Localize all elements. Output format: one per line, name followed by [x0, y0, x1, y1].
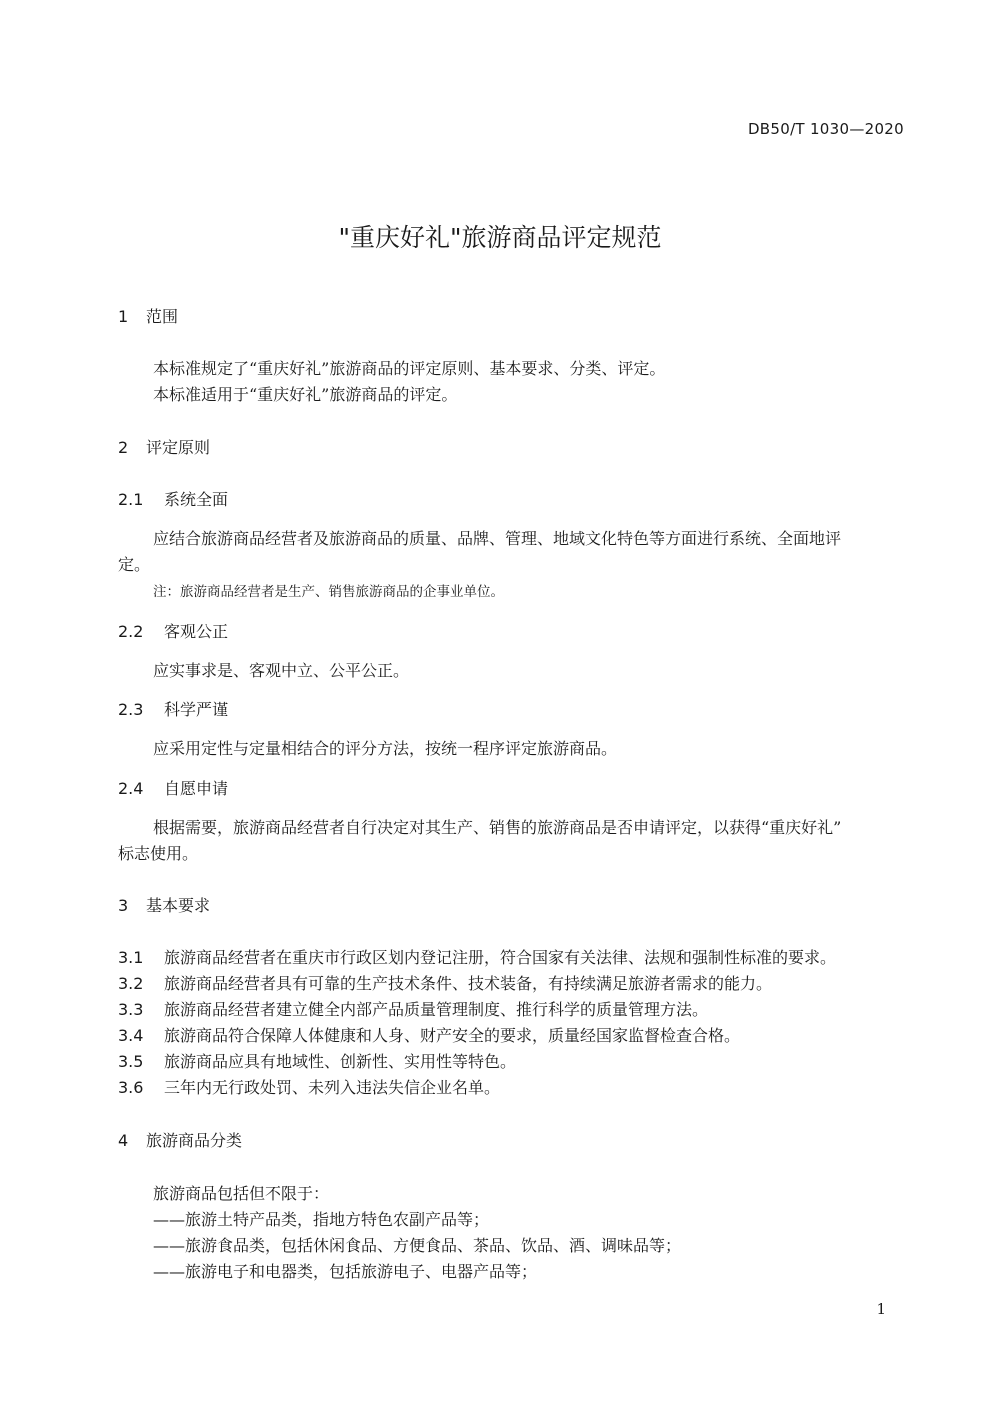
list-item: ——旅游电子和电器类，包括旅游电子、电器产品等； — [153, 1262, 538, 1281]
section-title: 评定原则 — [146, 438, 211, 457]
section-title: 自愿申请 — [164, 779, 229, 798]
section-number: 2.4 — [118, 779, 144, 798]
paragraph: 根据需要，旅游商品经营者自行决定对其生产、销售的旅游商品是否申请评定，以获得“重庆好礼” — [153, 818, 842, 837]
section-1-heading — [118, 304, 178, 327]
section-title: 系统全面 — [164, 490, 229, 509]
section-2-heading — [118, 435, 210, 458]
paragraph: 应采用定性与定量相结合的评分方法，按统一程序评定旅游商品。 — [153, 739, 618, 758]
paragraph: 本标准规定了“重庆好礼”旅游商品的评定原则、基本要求、分类、评定。 — [153, 359, 666, 378]
list-item: ——旅游土特产品类，指地方特色农副产品等； — [153, 1210, 490, 1229]
list-item: ——旅游食品类，包括休闲食品、方便食品、茶品、饮品、酒、调味品等； — [153, 1236, 682, 1255]
paragraph: 应实事求是、客观中立、公平公正。 — [153, 661, 410, 680]
section-number: 2.2 — [118, 622, 144, 641]
section-2-2-heading — [118, 619, 228, 642]
section-number: 2.3 — [118, 700, 144, 719]
paragraph: 旅游商品包括但不限于： — [153, 1184, 330, 1203]
paragraph: 应结合旅游商品经营者及旅游商品的质量、品牌、管理、地域文化特色等方面进行系统、全面地评 — [153, 529, 842, 548]
requirement-item: 3.6 三年内无行政处罚、未列入违法失信企业名单。 — [118, 1078, 501, 1097]
requirement-item: 3.3 旅游商品经营者建立健全内部产品质量管理制度、推行科学的质量管理方法。 — [118, 1000, 709, 1019]
section-title: 基本要求 — [146, 896, 211, 915]
section-2-1-heading — [118, 487, 228, 510]
paragraph: 本标准适用于“重庆好礼”旅游商品的评定。 — [153, 385, 458, 404]
page-number: 1 — [876, 1300, 886, 1318]
section-title: 旅游商品分类 — [146, 1131, 243, 1150]
section-2-3-heading — [118, 697, 228, 720]
requirement-item: 3.5 旅游商品应具有地域性、创新性、实用性等特色。 — [118, 1052, 517, 1071]
document-title: "重庆好礼"旅游商品评定规范 — [338, 223, 662, 252]
section-3-heading — [118, 893, 210, 916]
note: 注：旅游商品经营者是生产、销售旅游商品的企事业单位。 — [153, 584, 504, 600]
paragraph-continuation: 标志使用。 — [118, 844, 199, 863]
section-number: 4 — [118, 1131, 129, 1150]
section-title: 客观公正 — [164, 622, 229, 641]
document-code: DB50/T 1030—2020 — [747, 120, 904, 138]
section-title: 科学严谨 — [164, 700, 229, 719]
section-number: 2 — [118, 438, 129, 457]
paragraph-continuation: 定。 — [118, 555, 151, 574]
requirement-item: 3.1 旅游商品经营者在重庆市行政区划内登记注册，符合国家有关法律、法规和强制性标准的要求。 — [118, 948, 837, 967]
section-number: 3 — [118, 896, 129, 915]
requirement-item: 3.4 旅游商品符合保障人体健康和人身、财产安全的要求，质量经国家监督检查合格。 — [118, 1026, 741, 1045]
section-number: 2.1 — [118, 490, 144, 509]
section-title: 范围 — [146, 307, 179, 326]
requirement-item: 3.2 旅游商品经营者具有可靠的生产技术条件、技术装备，有持续满足旅游者需求的能力。 — [118, 974, 773, 993]
section-2-4-heading — [118, 776, 228, 799]
section-4-heading — [118, 1128, 242, 1151]
section-number: 1 — [118, 307, 129, 326]
